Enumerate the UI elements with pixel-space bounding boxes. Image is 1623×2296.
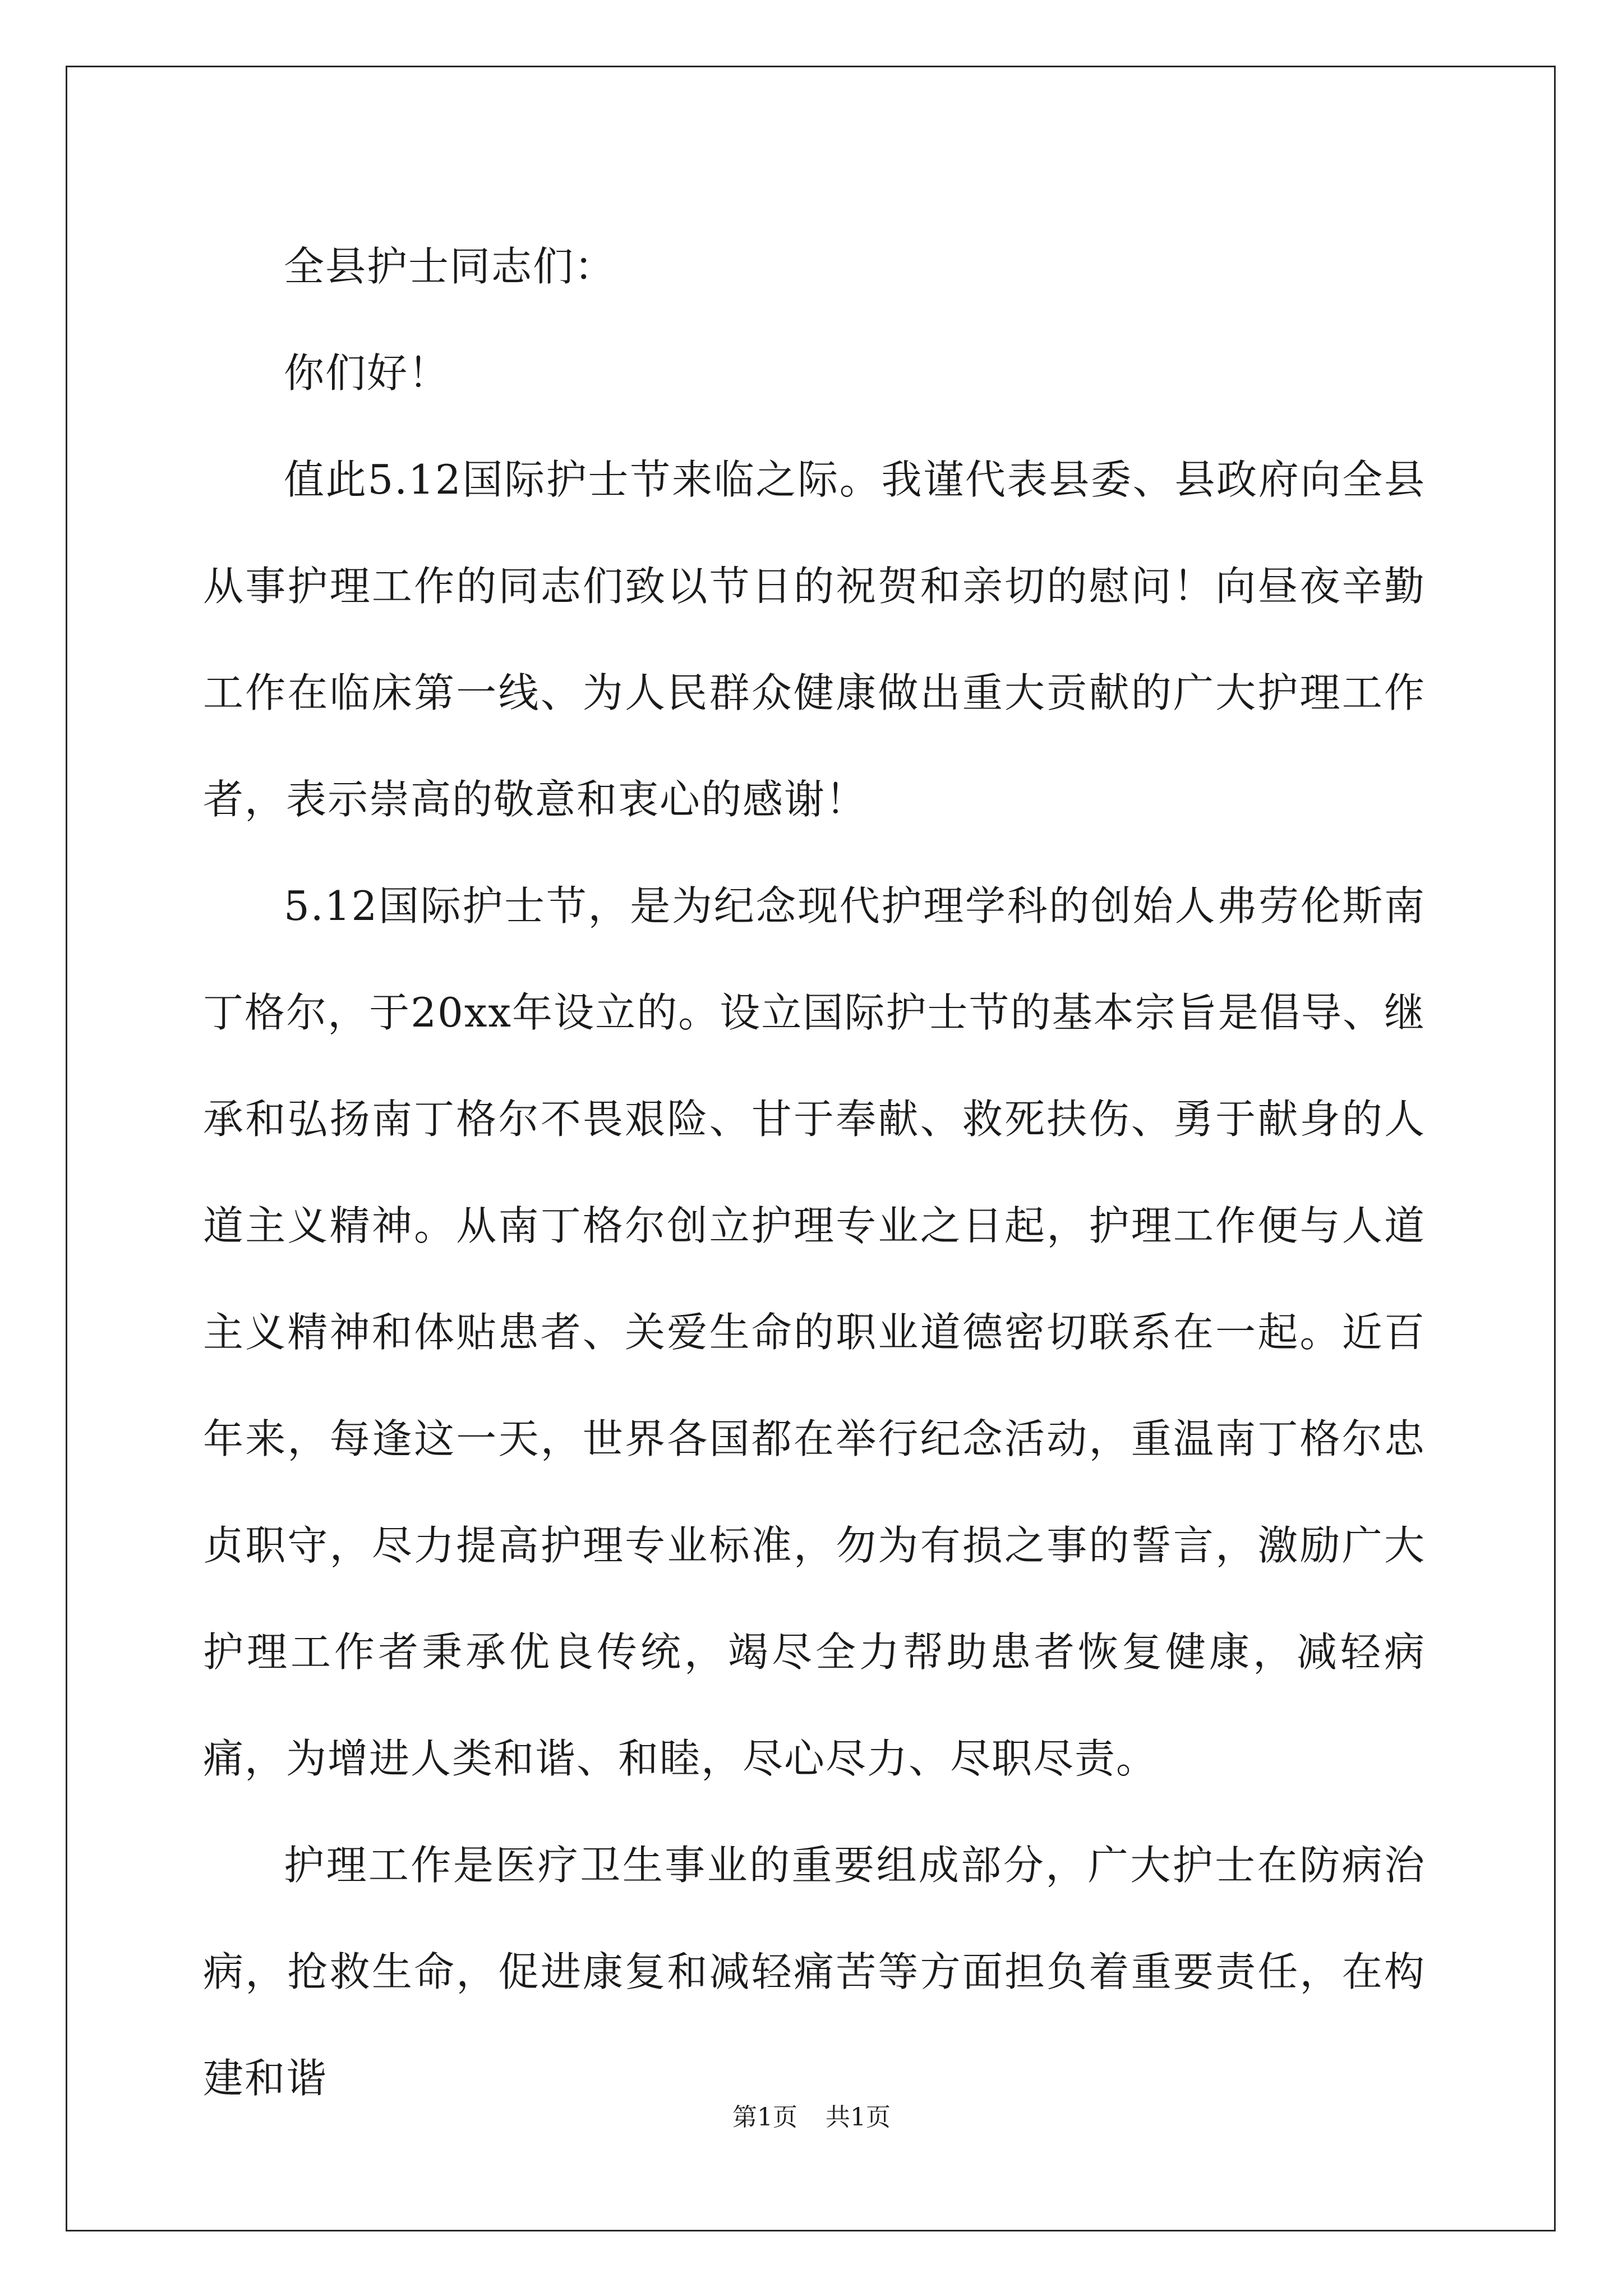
paragraph-2: 5.12国际护士节，是为纪念现代护理学科的创始人弗劳伦斯南丁格尔，于20xx年设立的。设立国际护士节的基本宗旨是倡导、继承和弘扬南丁格尔不畏艰险、甘于奉献、救死扶伤、勇于献身的人道主义精神。从南丁格尔创立护理专业之日起，护理工作便与人道主义精神和体贴患者、关爱生命的职业道德密切联系在一起。近百年来，每逢这一天，世界各国都在举行纪念活动，重温南丁格尔忠贞职守，尽力提高护理专业标准，勿为有损之事的誓言，激励广大护理工作者秉承优良传统，竭尽全力帮助患者恢复健康，减轻病痛，为增进人类和谐、和睦，尽心尽力、尽职尽责。 bbox=[203, 882, 1426, 1782]
page-total: 共1页 bbox=[826, 2103, 891, 2132]
page-number: 第1页 bbox=[732, 2103, 797, 2132]
paragraph-1: 值此5.12国际护士节来临之际。我谨代表县委、县政府向全县从事护理工作的同志们致以节日的祝贺和亲切的慰问！向昼夜辛勤工作在临床第一线、为人民群众健康做出重大贡献的广大护理工作者，表示崇高的敬意和衷心的感谢！ bbox=[203, 456, 1426, 823]
paragraph-3: 护理工作是医疗卫生事业的重要组成部分，广大护士在防病治病，抢救生命，促进康复和减轻痛苦等方面担负着重要责任，在构建和谐 bbox=[203, 1842, 1426, 2102]
greeting: 你们好！ bbox=[284, 349, 450, 397]
page-footer bbox=[0, 2101, 1623, 2134]
document-body bbox=[203, 213, 1426, 2132]
salutation: 全县护士同志们： bbox=[284, 243, 616, 290]
